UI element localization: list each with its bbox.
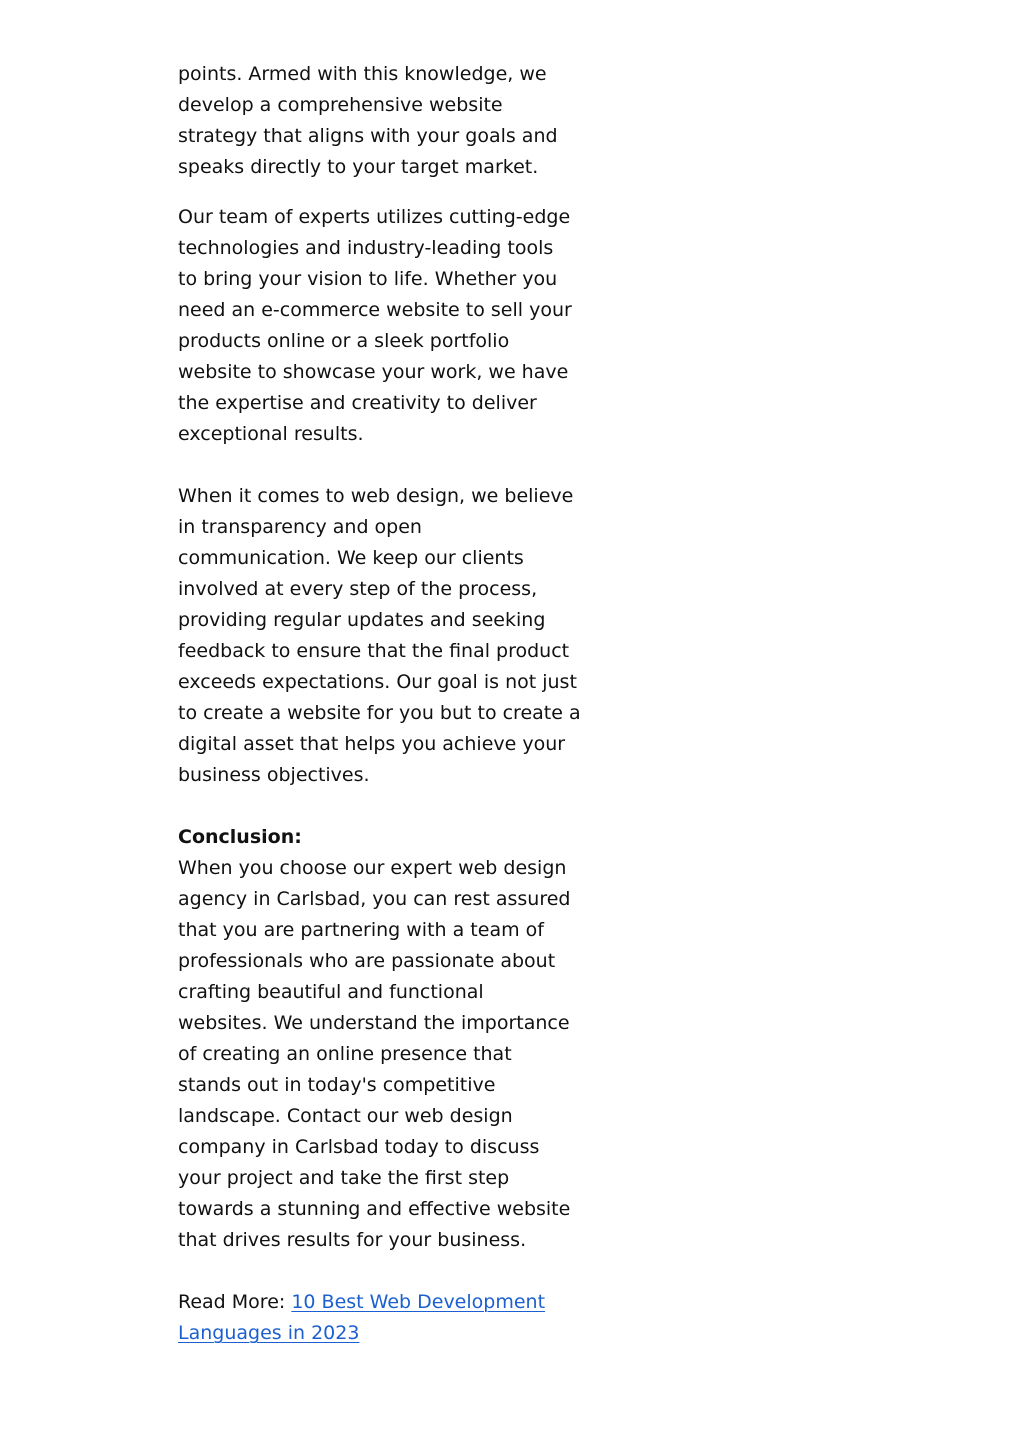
- text-line: involved at every step of the process,: [178, 578, 538, 600]
- text-line: towards a stunning and effective website: [178, 1198, 571, 1220]
- text-line: to create a website for you but to create a: [178, 702, 581, 724]
- text-line: points. Armed with this knowledge, we: [178, 63, 547, 85]
- paragraph-transparency: [178, 481, 598, 791]
- text-line: feedback to ensure that the final product: [178, 640, 570, 662]
- text-line: in transparency and open: [178, 516, 422, 538]
- text-line: speaks directly to your target market.: [178, 156, 539, 178]
- paragraph-strategy: [178, 59, 598, 183]
- text-line: need an e-commerce website to sell your: [178, 299, 572, 321]
- paragraph-spacer: [178, 791, 598, 822]
- read-more-line: [178, 1287, 598, 1318]
- text-line: exceptional results.: [178, 423, 364, 445]
- text-line: company in Carlsbad today to discuss: [178, 1136, 540, 1158]
- text-line: agency in Carlsbad, you can rest assured: [178, 888, 571, 910]
- read-more: [178, 1287, 598, 1349]
- text-line: landscape. Contact our web design: [178, 1105, 513, 1127]
- paragraph-spacer: [178, 183, 598, 202]
- text-line: business objectives.: [178, 764, 370, 786]
- read-more-link-continued[interactable]: Languages in 2023: [178, 1322, 360, 1344]
- text-line: that you are partnering with a team of: [178, 919, 544, 941]
- read-more-line: [178, 1318, 598, 1349]
- article-body: [178, 59, 598, 1349]
- text-line: stands out in today's competitive: [178, 1074, 496, 1096]
- text-line: communication. We keep our clients: [178, 547, 524, 569]
- text-line: to bring your vision to life. Whether you: [178, 268, 558, 290]
- text-line: professionals who are passionate about: [178, 950, 556, 972]
- text-line: strategy that aligns with your goals and: [178, 125, 558, 147]
- text-line: of creating an online presence that: [178, 1043, 512, 1065]
- text-line: products online or a sleek portfolio: [178, 330, 510, 352]
- text-line: When you choose our expert web design: [178, 857, 567, 879]
- text-line: your project and take the first step: [178, 1167, 510, 1189]
- text-line: websites. We understand the importance: [178, 1012, 570, 1034]
- text-line: When it comes to web design, we believe: [178, 485, 574, 507]
- text-line: develop a comprehensive website: [178, 94, 503, 116]
- conclusion-heading: Conclusion:: [178, 826, 302, 848]
- text-line: Our team of experts utilizes cutting-edge: [178, 206, 571, 228]
- read-more-label: Read More:: [178, 1291, 292, 1313]
- read-more-link[interactable]: 10 Best Web Development: [291, 1291, 546, 1313]
- text-line: website to showcase your work, we have: [178, 361, 569, 383]
- text-line: that drives results for your business.: [178, 1229, 527, 1251]
- text-line: crafting beautiful and functional: [178, 981, 484, 1003]
- conclusion-section: [178, 822, 598, 1256]
- text-line: providing regular updates and seeking: [178, 609, 546, 631]
- text-line: exceeds expectations. Our goal is not just: [178, 671, 577, 693]
- text-line: technologies and industry-leading tools: [178, 237, 554, 259]
- paragraph-experts: [178, 202, 598, 450]
- paragraph-spacer: [178, 1256, 598, 1287]
- text-line: digital asset that helps you achieve your: [178, 733, 566, 755]
- text-line: the expertise and creativity to deliver: [178, 392, 537, 414]
- paragraph-spacer: [178, 450, 598, 481]
